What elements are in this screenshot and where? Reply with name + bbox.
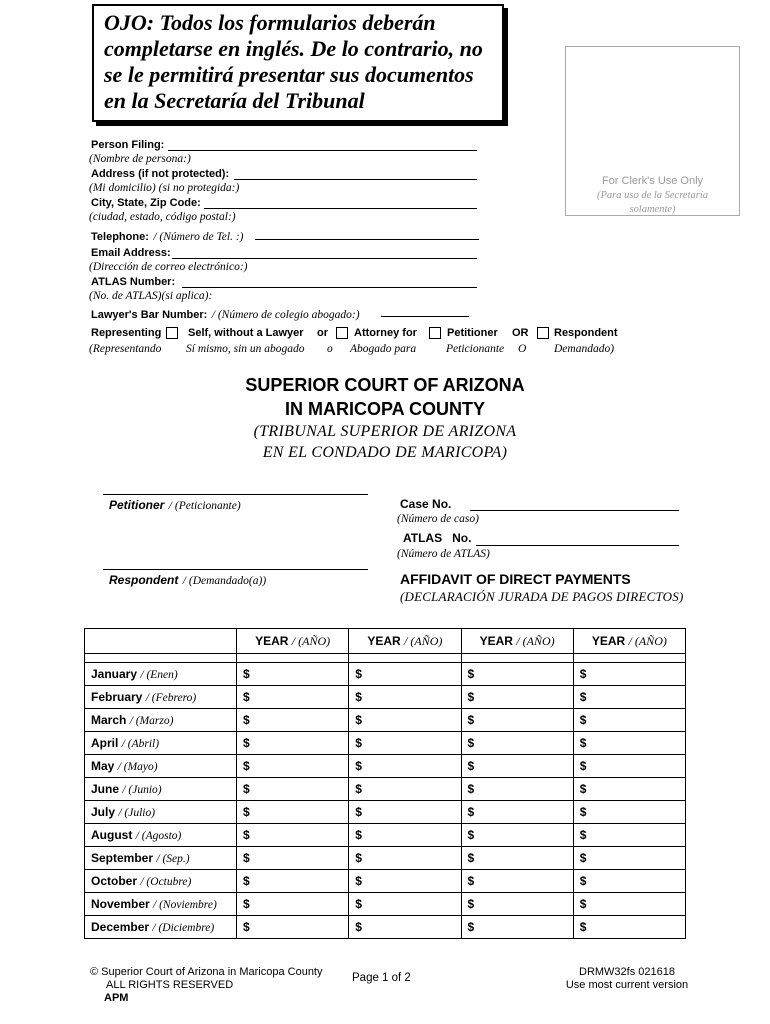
month-label-es: / (Noviembre) bbox=[153, 899, 217, 911]
email-field[interactable] bbox=[172, 258, 477, 259]
currency-symbol: $ bbox=[243, 897, 250, 911]
currency-symbol: $ bbox=[355, 851, 362, 865]
year-label-es: / (AÑO) bbox=[404, 633, 443, 648]
amount-cell[interactable] bbox=[573, 847, 685, 870]
month-row bbox=[85, 732, 686, 755]
petitioner-label: Petitioner bbox=[109, 498, 165, 512]
person-filing-label-es: (Nombre de persona:) bbox=[89, 153, 191, 165]
year-header-cell[interactable] bbox=[461, 629, 573, 654]
currency-symbol: $ bbox=[355, 920, 362, 934]
year-label-es: / (AÑO) bbox=[628, 633, 667, 648]
or-label: or bbox=[317, 327, 328, 339]
amount-cell[interactable] bbox=[573, 755, 685, 778]
petitioner-label-es: / (Peticionante) bbox=[168, 500, 241, 512]
address-label: Address (if not protected): bbox=[91, 168, 230, 180]
currency-symbol: $ bbox=[579, 851, 587, 865]
currency-symbol: $ bbox=[355, 690, 362, 704]
month-label-es: / (Enen) bbox=[140, 669, 178, 681]
month-label-es: / (Mayo) bbox=[117, 761, 158, 773]
self-checkbox[interactable] bbox=[166, 327, 178, 339]
telephone-label: Telephone: bbox=[91, 231, 149, 243]
amount-cell[interactable] bbox=[237, 870, 349, 893]
case-no-field[interactable] bbox=[470, 510, 679, 511]
court-title: SUPERIOR COURT OF ARIZONA bbox=[245, 375, 525, 395]
language-notice-box bbox=[92, 4, 504, 122]
currency-symbol: $ bbox=[243, 828, 250, 842]
month-label: November bbox=[91, 897, 150, 911]
month-label: July bbox=[91, 805, 116, 819]
currency-symbol: $ bbox=[467, 667, 475, 681]
court-county: IN MARICOPA COUNTY bbox=[285, 399, 485, 419]
amount-cell[interactable] bbox=[461, 916, 573, 939]
month-row bbox=[85, 663, 686, 686]
address-label-es: (Mi domicilio) (si no protegida:) bbox=[89, 182, 240, 194]
petitioner-field[interactable] bbox=[103, 494, 368, 495]
petitioner-option-label-es: Peticionante bbox=[446, 343, 505, 355]
person-filing-field[interactable] bbox=[168, 150, 477, 151]
or-label-caps-es: O bbox=[518, 343, 527, 355]
case-no-label: Case No. bbox=[400, 497, 452, 511]
telephone-label-es: / (Número de Tel. :) bbox=[153, 231, 244, 243]
amount-cell[interactable] bbox=[237, 709, 349, 732]
amount-cell[interactable] bbox=[349, 847, 461, 870]
amount-cell[interactable] bbox=[349, 916, 461, 939]
currency-symbol: $ bbox=[243, 736, 250, 750]
atlas-label-es: (No. de ATLAS)(si aplica): bbox=[89, 290, 213, 302]
currency-symbol: $ bbox=[355, 897, 362, 911]
court-county-es: EN EL CONDADO DE MARICOPA) bbox=[262, 444, 508, 461]
amount-cell[interactable] bbox=[461, 663, 573, 686]
month-cell bbox=[85, 686, 237, 709]
petitioner-caption bbox=[109, 496, 241, 514]
month-label: March bbox=[91, 713, 127, 727]
spacer-cell bbox=[349, 654, 461, 663]
year-label-es: / (AÑO) bbox=[516, 633, 555, 648]
currency-symbol: $ bbox=[579, 759, 587, 773]
month-row bbox=[85, 847, 686, 870]
year-header-cell[interactable] bbox=[237, 629, 349, 654]
amount-cell[interactable] bbox=[237, 824, 349, 847]
month-cell bbox=[85, 778, 237, 801]
amount-cell[interactable] bbox=[237, 663, 349, 686]
month-cell bbox=[85, 755, 237, 778]
currency-symbol: $ bbox=[467, 805, 475, 819]
amount-cell[interactable] bbox=[349, 663, 461, 686]
currency-symbol: $ bbox=[579, 667, 587, 681]
respondent-checkbox[interactable] bbox=[537, 327, 549, 339]
spacer-row bbox=[85, 654, 686, 663]
currency-symbol: $ bbox=[467, 828, 475, 842]
currency-symbol: $ bbox=[467, 851, 475, 865]
currency-symbol: $ bbox=[355, 828, 362, 842]
email-label-es: (Dirección de correo electrónico:) bbox=[89, 261, 248, 273]
currency-symbol: $ bbox=[467, 713, 475, 727]
currency-symbol: $ bbox=[579, 920, 587, 934]
bar-number-label: Lawyer's Bar Number: bbox=[91, 309, 208, 321]
representing-label-es: (Representando bbox=[89, 343, 162, 355]
amount-cell[interactable] bbox=[461, 686, 573, 709]
amount-cell[interactable] bbox=[573, 686, 685, 709]
month-label-es: / (Febrero) bbox=[145, 692, 197, 704]
clerk-use-box bbox=[565, 46, 740, 216]
telephone-field[interactable] bbox=[255, 239, 479, 240]
amount-cell[interactable] bbox=[461, 732, 573, 755]
person-filing-label: Person Filing: bbox=[91, 139, 165, 151]
month-row bbox=[85, 709, 686, 732]
spacer-cell bbox=[85, 654, 237, 663]
month-cell bbox=[85, 732, 237, 755]
currency-symbol: $ bbox=[467, 874, 475, 888]
amount-cell[interactable] bbox=[573, 663, 685, 686]
currency-symbol: $ bbox=[243, 690, 250, 704]
month-label: June bbox=[91, 782, 120, 796]
year-label: YEAR bbox=[255, 633, 289, 648]
amount-cell[interactable] bbox=[237, 893, 349, 916]
petitioner-checkbox[interactable] bbox=[429, 327, 441, 339]
atlas-no-label: ATLAS No. bbox=[403, 531, 472, 545]
year-label: YEAR bbox=[591, 633, 626, 648]
amount-cell[interactable] bbox=[461, 870, 573, 893]
currency-symbol: $ bbox=[579, 736, 587, 750]
month-label-es: / (Marzo) bbox=[129, 715, 174, 727]
document-title: AFFIDAVIT OF DIRECT PAYMENTS bbox=[400, 571, 631, 587]
currency-symbol: $ bbox=[355, 782, 362, 796]
amount-cell[interactable] bbox=[237, 686, 349, 709]
spacer-cell bbox=[237, 654, 349, 663]
amount-cell[interactable] bbox=[349, 778, 461, 801]
amount-cell[interactable] bbox=[573, 709, 685, 732]
currency-symbol: $ bbox=[355, 713, 362, 727]
month-cell bbox=[85, 916, 237, 939]
currency-symbol: $ bbox=[579, 782, 587, 796]
month-label-es: / (Octubre) bbox=[140, 876, 192, 888]
currency-symbol: $ bbox=[467, 736, 475, 750]
month-cell bbox=[85, 801, 237, 824]
attorney-option-label: Attorney for bbox=[354, 327, 417, 339]
month-label: September bbox=[91, 851, 154, 865]
month-label: December bbox=[91, 920, 150, 934]
clerk-label-es: (Para uso de la Secretaría solamente) bbox=[596, 190, 708, 215]
month-row bbox=[85, 916, 686, 939]
currency-symbol: $ bbox=[467, 920, 475, 934]
document-title-es: (DECLARACIÓN JURADA DE PAGOS DIRECTOS) bbox=[400, 589, 684, 604]
amount-cell[interactable] bbox=[349, 755, 461, 778]
spacer-cell bbox=[573, 654, 685, 663]
month-cell bbox=[85, 824, 237, 847]
month-cell bbox=[85, 663, 237, 686]
amount-cell[interactable] bbox=[573, 870, 685, 893]
currency-symbol: $ bbox=[579, 690, 587, 704]
respondent-label: Respondent bbox=[109, 573, 179, 587]
amount-cell[interactable] bbox=[237, 732, 349, 755]
amount-cell[interactable] bbox=[461, 778, 573, 801]
notice-line: se le permitirá presentar sus documentos bbox=[104, 62, 474, 87]
currency-symbol: $ bbox=[243, 782, 250, 796]
amount-cell[interactable] bbox=[349, 893, 461, 916]
amount-cell[interactable] bbox=[461, 755, 573, 778]
spacer-cell bbox=[461, 654, 573, 663]
version-note: Use most current version bbox=[565, 979, 689, 991]
attorney-option-label-es: Abogado para bbox=[350, 343, 417, 355]
month-cell bbox=[85, 870, 237, 893]
amount-cell[interactable] bbox=[237, 916, 349, 939]
city-label: City, State, Zip Code: bbox=[91, 197, 201, 209]
atlas-no-label-es: (Número de ATLAS) bbox=[397, 548, 490, 560]
month-label: January bbox=[91, 667, 138, 681]
amount-cell[interactable] bbox=[237, 778, 349, 801]
month-label-es: / (Sep.) bbox=[156, 853, 190, 865]
year-label-es: / (AÑO) bbox=[291, 633, 331, 648]
month-row bbox=[85, 778, 686, 801]
amount-cell[interactable] bbox=[573, 893, 685, 916]
month-row bbox=[85, 824, 686, 847]
respondent-field[interactable] bbox=[103, 569, 368, 570]
petitioner-option-label: Petitioner bbox=[447, 327, 498, 339]
month-label: August bbox=[91, 828, 133, 842]
currency-symbol: $ bbox=[355, 736, 362, 750]
currency-symbol: $ bbox=[579, 897, 587, 911]
self-option-label-es: Sí mismo, sin un abogado bbox=[186, 343, 305, 355]
copyright-text: © Superior Court of Arizona in Maricopa County bbox=[90, 966, 323, 978]
currency-symbol: $ bbox=[467, 759, 475, 773]
amount-cell[interactable] bbox=[349, 870, 461, 893]
representing-label: Representing bbox=[91, 327, 162, 339]
respondent-option-label-es: Demandado) bbox=[554, 343, 615, 355]
currency-symbol: $ bbox=[355, 805, 362, 819]
amount-cell[interactable] bbox=[573, 916, 685, 939]
month-row bbox=[85, 755, 686, 778]
month-cell bbox=[85, 709, 237, 732]
amount-cell[interactable] bbox=[349, 686, 461, 709]
amount-cell[interactable] bbox=[461, 709, 573, 732]
currency-symbol: $ bbox=[243, 874, 250, 888]
bar-number-label-es: / (Número de colegio abogado:) bbox=[211, 309, 360, 321]
month-cell bbox=[85, 893, 237, 916]
blank-header-cell bbox=[85, 629, 237, 654]
month-row bbox=[85, 801, 686, 824]
atlas-no-field[interactable] bbox=[476, 545, 679, 546]
year-header-row bbox=[85, 629, 686, 654]
bar-number-field[interactable] bbox=[381, 316, 469, 317]
page-number: Page 1 of 2 bbox=[352, 972, 411, 984]
year-header-cell[interactable] bbox=[349, 629, 461, 654]
apm-text: APM bbox=[104, 992, 129, 1004]
court-title-es: (TRIBUNAL SUPERIOR DE ARIZONA bbox=[253, 423, 517, 440]
rights-text: ALL RIGHTS RESERVED bbox=[106, 979, 234, 991]
case-no-label-es: (Número de caso) bbox=[397, 513, 479, 525]
respondent-caption bbox=[109, 571, 266, 589]
city-field[interactable] bbox=[204, 208, 477, 209]
payments-table bbox=[84, 628, 686, 939]
month-label: February bbox=[91, 690, 143, 704]
amount-cell[interactable] bbox=[237, 847, 349, 870]
amount-cell[interactable] bbox=[237, 755, 349, 778]
amount-cell[interactable] bbox=[349, 824, 461, 847]
city-label-es: (ciudad, estado, código postal:) bbox=[89, 211, 236, 223]
month-row bbox=[85, 893, 686, 916]
month-label: May bbox=[91, 759, 115, 773]
notice-line: OJO: Todos los formularios deberán bbox=[104, 10, 436, 35]
currency-symbol: $ bbox=[355, 874, 362, 888]
amount-cell[interactable] bbox=[573, 801, 685, 824]
month-label-es: / (Diciembre) bbox=[152, 922, 215, 934]
telephone-row bbox=[91, 227, 244, 245]
email-label: Email Address: bbox=[91, 247, 171, 259]
respondent-option-label: Respondent bbox=[554, 327, 618, 339]
currency-symbol: $ bbox=[467, 782, 475, 796]
atlas-field[interactable] bbox=[182, 287, 477, 288]
currency-symbol: $ bbox=[467, 897, 475, 911]
amount-cell[interactable] bbox=[573, 732, 685, 755]
currency-symbol: $ bbox=[355, 667, 362, 681]
currency-symbol: $ bbox=[243, 713, 250, 727]
clerk-label: For Clerk's Use Only bbox=[601, 175, 704, 187]
amount-cell[interactable] bbox=[461, 824, 573, 847]
or-label-es: o bbox=[327, 343, 333, 355]
or-label-caps: OR bbox=[512, 327, 529, 339]
year-header-cell[interactable] bbox=[573, 629, 685, 654]
atlas-label: ATLAS Number: bbox=[91, 276, 176, 288]
amount-cell[interactable] bbox=[573, 824, 685, 847]
currency-symbol: $ bbox=[579, 828, 587, 842]
respondent-label-es: / (Demandado(a)) bbox=[182, 575, 267, 587]
year-label: YEAR bbox=[479, 633, 513, 648]
amount-cell[interactable] bbox=[349, 709, 461, 732]
currency-symbol: $ bbox=[579, 805, 587, 819]
month-label: October bbox=[91, 874, 138, 888]
amount-cell[interactable] bbox=[461, 801, 573, 824]
currency-symbol: $ bbox=[243, 667, 250, 681]
month-label: April bbox=[91, 736, 119, 750]
currency-symbol: $ bbox=[243, 920, 250, 934]
month-label-es: / (Abril) bbox=[121, 738, 160, 750]
amount-cell[interactable] bbox=[349, 732, 461, 755]
month-label-es: / (Julio) bbox=[118, 807, 156, 819]
currency-symbol: $ bbox=[243, 851, 250, 865]
currency-symbol: $ bbox=[579, 713, 587, 727]
currency-symbol: $ bbox=[243, 759, 250, 773]
year-label: YEAR bbox=[367, 633, 401, 648]
notice-line: completarse en inglés. De lo contrario, no bbox=[104, 36, 483, 61]
month-label-es: / (Junio) bbox=[122, 784, 162, 796]
notice-line: en la Secretaría del Tribunal bbox=[104, 88, 365, 113]
month-row bbox=[85, 870, 686, 893]
amount-cell[interactable] bbox=[573, 778, 685, 801]
amount-cell[interactable] bbox=[349, 801, 461, 824]
currency-symbol: $ bbox=[579, 874, 587, 888]
month-label-es: / (Agosto) bbox=[135, 830, 182, 842]
amount-cell[interactable] bbox=[461, 893, 573, 916]
currency-symbol: $ bbox=[467, 690, 475, 704]
amount-cell[interactable] bbox=[461, 847, 573, 870]
currency-symbol: $ bbox=[243, 805, 250, 819]
month-row bbox=[85, 686, 686, 709]
self-option-label: Self, without a Lawyer bbox=[188, 327, 304, 339]
month-cell bbox=[85, 847, 237, 870]
form-code: DRMW32fs 021618 bbox=[579, 966, 675, 978]
address-field[interactable] bbox=[234, 179, 477, 180]
amount-cell[interactable] bbox=[237, 801, 349, 824]
bar-number-row bbox=[91, 305, 360, 323]
attorney-checkbox[interactable] bbox=[336, 327, 348, 339]
currency-symbol: $ bbox=[355, 759, 362, 773]
